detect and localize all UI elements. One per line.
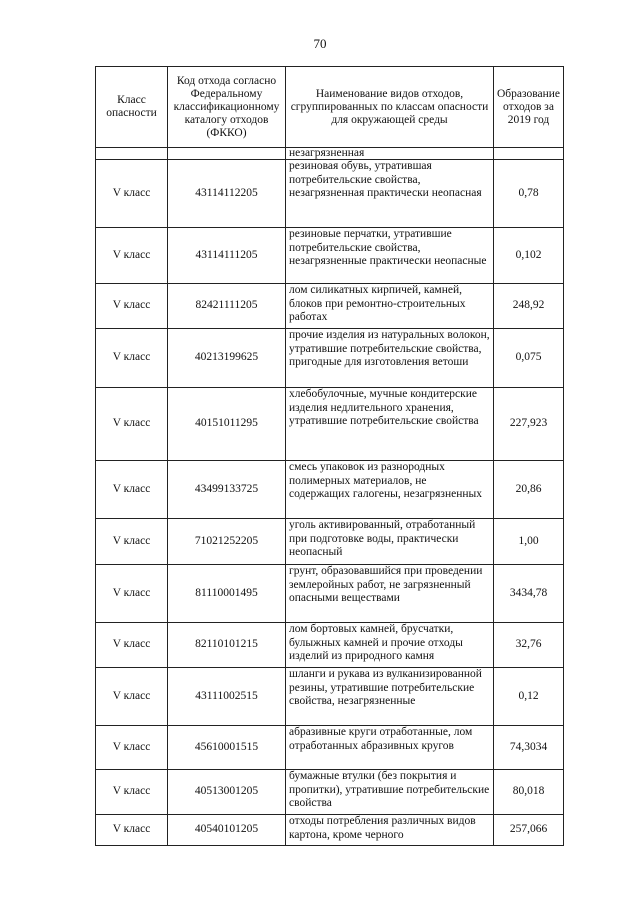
header-generation: Образование отходов за 2019 год <box>494 67 564 148</box>
cell-code: 40213199625 <box>168 329 286 388</box>
cell-hazard-class: V класс <box>96 329 168 388</box>
table-row <box>96 284 564 329</box>
cell-code: 43111002515 <box>168 668 286 726</box>
cell-code: 43499133725 <box>168 461 286 519</box>
cell-amount: 0,12 <box>494 668 564 726</box>
table-row <box>96 726 564 770</box>
cell-amount: 0,102 <box>494 228 564 284</box>
cell-code: 81110001495 <box>168 565 286 623</box>
cell-name: незагрязненная <box>286 148 494 160</box>
cell-hazard-class: V класс <box>96 668 168 726</box>
page-number: 70 <box>313 36 327 51</box>
cell-hazard-class: V класс <box>96 726 168 770</box>
table-row <box>96 329 564 388</box>
table-row <box>96 160 564 228</box>
cell-code: 71021252205 <box>168 519 286 565</box>
table-row <box>96 388 564 461</box>
cell-name: резиновые перчатки, утратившие потребительские свойства, незагрязненные практически неопасные <box>286 228 494 284</box>
cell-name: бумажные втулки (без покрытия и пропитки), утратившие потребительские свойства <box>286 770 494 815</box>
cell-hazard-class: V класс <box>96 565 168 623</box>
cell-name: резиновая обувь, утратившая потребительские свойства, незагрязненная практически неопасная <box>286 160 494 228</box>
table-row-continuation <box>96 148 564 160</box>
cell-amount: 1,00 <box>494 519 564 565</box>
cell-hazard-class: V класс <box>96 284 168 329</box>
cell-name: отходы потребления различных видов картона, кроме черного <box>286 815 494 846</box>
cell-amount: 0,78 <box>494 160 564 228</box>
table-row <box>96 519 564 565</box>
cell-hazard-class: V класс <box>96 160 168 228</box>
cell-amount: 80,018 <box>494 770 564 815</box>
table-row <box>96 461 564 519</box>
cell-code <box>168 148 286 160</box>
cell-hazard-class: V класс <box>96 461 168 519</box>
cell-name: абразивные круги отработанные, лом отработанных абразивных кругов <box>286 726 494 770</box>
table-row <box>96 228 564 284</box>
table-row <box>96 770 564 815</box>
cell-code: 82421111205 <box>168 284 286 329</box>
cell-hazard-class: V класс <box>96 388 168 461</box>
cell-amount: 227,923 <box>494 388 564 461</box>
cell-hazard-class: V класс <box>96 815 168 846</box>
cell-amount: 74,3034 <box>494 726 564 770</box>
cell-amount: 248,92 <box>494 284 564 329</box>
cell-code: 40513001205 <box>168 770 286 815</box>
cell-hazard-class <box>96 148 168 160</box>
cell-hazard-class: V класс <box>96 770 168 815</box>
cell-name: грунт, образовавшийся при проведении землеройных работ, не загрязненный опасными веществами <box>286 565 494 623</box>
table-row <box>96 815 564 846</box>
cell-amount <box>494 148 564 160</box>
table-row <box>96 668 564 726</box>
cell-amount: 32,76 <box>494 623 564 668</box>
cell-name: лом бортовых камней, брусчатки, булыжных камней и прочие отходы изделий из природного камня <box>286 623 494 668</box>
cell-hazard-class: V класс <box>96 519 168 565</box>
header-hazard-class: Класс опасности <box>96 67 168 148</box>
table-row <box>96 623 564 668</box>
cell-code: 40540101205 <box>168 815 286 846</box>
cell-name: хлебобулочные, мучные кондитерские изделия недлительного хранения, утратившие потребительские свойства <box>286 388 494 461</box>
cell-name: прочие изделия из натуральных волокон, утратившие потребительские свойства, пригодные для изготовления ветоши <box>286 329 494 388</box>
cell-name: смесь упаковок из разнородных полимерных материалов, не содержащих галогены, незагрязненных <box>286 461 494 519</box>
cell-amount: 0,075 <box>494 329 564 388</box>
waste-table <box>95 66 564 846</box>
header-fkko-code: Код отхода согласно Федеральному классификационному каталогу отходов (ФККО) <box>168 67 286 148</box>
cell-name: лом силикатных кирпичей, камней, блоков при ремонтно-строительных работах <box>286 284 494 329</box>
cell-name: уголь активированный, отработанный при подготовке воды, практически неопасный <box>286 519 494 565</box>
header-waste-name: Наименование видов отходов, сгруппированных по классам опасности для окружающей среды <box>286 67 494 148</box>
cell-hazard-class: V класс <box>96 623 168 668</box>
cell-amount: 3434,78 <box>494 565 564 623</box>
cell-amount: 257,066 <box>494 815 564 846</box>
cell-name: шланги и рукава из вулканизированной резины, утратившие потребительские свойства, незагрязненные <box>286 668 494 726</box>
cell-amount: 20,86 <box>494 461 564 519</box>
cell-code: 82110101215 <box>168 623 286 668</box>
cell-code: 43114112205 <box>168 160 286 228</box>
cell-hazard-class: V класс <box>96 228 168 284</box>
cell-code: 40151011295 <box>168 388 286 461</box>
cell-code: 45610001515 <box>168 726 286 770</box>
table-header-row <box>96 67 564 148</box>
table-row <box>96 565 564 623</box>
cell-code: 43114111205 <box>168 228 286 284</box>
